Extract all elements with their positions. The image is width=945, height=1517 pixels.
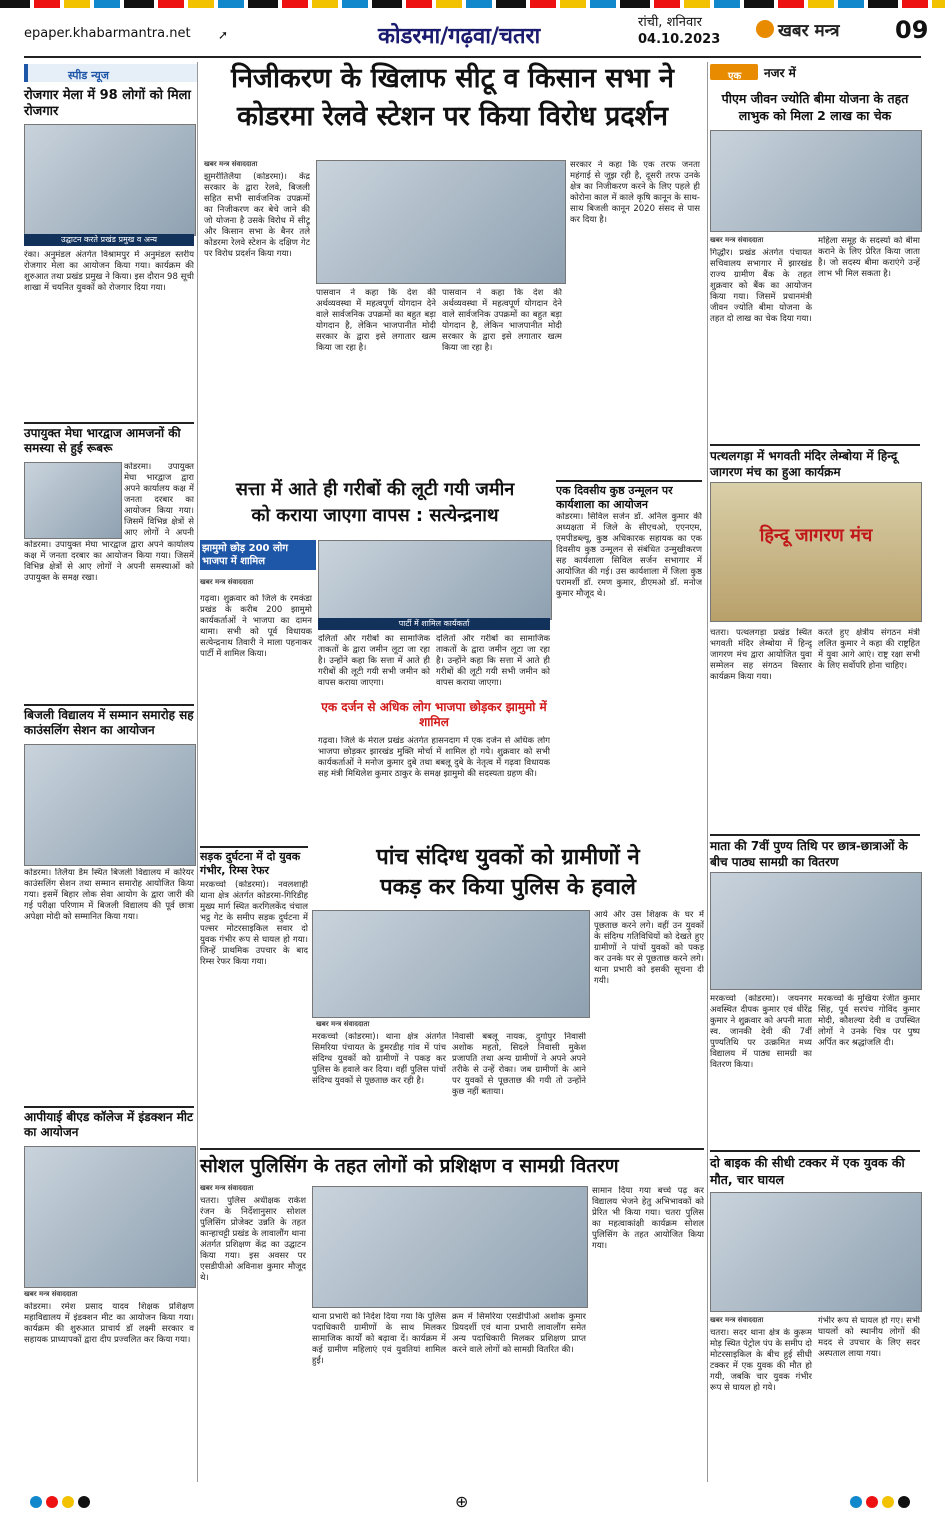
- headline-rojgar: रोजगार मेला में 98 लोगों को मिला रोजगार: [24, 88, 191, 119]
- ek-label: एक: [728, 71, 742, 82]
- photo-bijli-vidyalaya: [24, 744, 196, 866]
- lead-byline: खबर मन्त्र संवाददाता: [204, 160, 258, 168]
- body-road-accident: मरकच्चो (कोडरमा)। नवलशाही थाना क्षेत्र अंतर्गत कोडरमा-गिरिडीह मुख्य मार्ग स्थित करगिलकेंद चंचाल भट्ठ गेट के समीप सड़क दुर्घटना में पल्सर मोटरसाइकिल सवार दो युवक गंभीर रूप से घायल हो गया। जिन्हें प्राथमिक उपचार के बाद रिम्स रेफर किया गया।: [200, 880, 308, 967]
- social-body-col1: चतरा। पुलिस अधीक्षक राकेश रंजन के निर्देशानुसार सोशल पुलिसिंग प्रोजेक्ट उन्नति के तहत कान्हाचट्टी प्रखंड के लावालौंग थाना अंतर्गत प्रशिक्षण केंद्र का उद्घाटन किया गया। इस अवसर पर एसडीपीओ अविनाश कुमार मौजूद थे।: [200, 1196, 306, 1283]
- register-dot: [866, 1496, 878, 1508]
- police-body-col1: मरकच्चो (कोडरमा)। थाना क्षेत्र अंतर्गत सिमरिया पंचायत के डुमरडीह गांव में पांच संदिग्ध युवकों को ग्रामीणों ने पकड़ कर पुलिस के हवाले कर दिया। वहीं पुलिस पांचों संदिग्ध युवकों से पूछताछ कर रही है।: [312, 1032, 446, 1086]
- headline-bijli-vidyalaya: बिजली विद्यालय में सम्मान समारोह सह काउंसलिंग सेशन का आयोजन: [24, 704, 194, 738]
- police-headline-line2: पकड़ कर किया पुलिस के हवाले: [380, 875, 636, 900]
- body-bijli-vidyalaya: कोडरमा। तिलैया डैम स्थित बिजली विद्यालय में करियर काउंसलिंग सेशन तथा सम्मान समारोह आयोजित किया गया। इसमें बिहार लोक सेवा आयोग के द्वारा जारी की गई परीक्षा परिणाम में बिजली विद्यालय की पूर्व छात्रा अपेक्षा मोदी को सम्मानित किया गया।: [24, 868, 194, 922]
- byline-bed: खबर मन्त्र संवाददाता: [24, 1290, 78, 1298]
- photo-cheque: [710, 130, 922, 232]
- photo-punya-tithi: [710, 872, 922, 990]
- mid-subhead: झामुमो छोड़ 200 लोग भाजपा में शामिल: [200, 540, 316, 570]
- crosshair-icon: ⊕: [455, 1492, 469, 1511]
- body-upayukt-b: कोडरमा। उपायुक्त मेघा भारद्वाज द्वारा अपने कार्यालय कक्ष में जनता दरबार का आयोजन किया गया। जिसमें विभिन्न क्षेत्रों से आए लोगों ने अपनी समस्याओं को उपायुक्त के समक्ष रखा।: [24, 540, 194, 583]
- photo-protest: [316, 160, 566, 284]
- register-dot: [62, 1496, 74, 1508]
- register-dot: [898, 1496, 910, 1508]
- body-bike-accident-b: गंभीर रूप से घायल हो गए। सभी घायलों को स्थानीय लोगों की मदद से उपचार के लिए सदर अस्पताल लाया गया।: [818, 1316, 920, 1359]
- mid-headline-line2: को कराया जाएगा वापस : सत्येन्द्रनाथ: [251, 505, 499, 526]
- mid-headline-line1: सत्ता में आते ही गरीबों की लूटी गयी जमीन: [235, 479, 515, 500]
- banner-text: हिन्दू जागरण मंच: [759, 525, 873, 546]
- issue-date: 04.10.2023: [638, 32, 721, 47]
- column-rule: [707, 62, 708, 1482]
- body-punya-tithi-a: मरकच्चो (कोडरमा)। जयनगर अवस्थित दीपक कुमार एवं धीरेंद्र कुमार ने शुक्रवार को अपनी माता स्व. जानकी देवी की 7वीं पुण्यतिथि पर उत्क्रमित मध्य विद्यालय में पाठ्य सामग्री का वितरण किया।: [710, 994, 812, 1070]
- social-body-col4: सामान दिया गया बच्चे पढ़ कर विद्यालय भेजने हेतु अभिभावकों को प्रेरित भी किया गया। चतरा पुलिस का महत्वाकांक्षी कार्यक्रम सोशल पुलिसिंग के तहत आयोजित किया गया।: [592, 1186, 704, 1251]
- body-jeevan-jyoti-b: महिला समूह के सदस्यों को बीमा कराने के लिए प्रेरित किया जाता है। जो सदस्य बीमा कराएंगे उन्हें लाभ भी मिल सकता है।: [818, 236, 920, 279]
- photo-social-policing: [312, 1186, 588, 1308]
- page-number: 09: [895, 16, 929, 44]
- body-jeevan-jyoti-a: गिद्धौर। प्रखंड अंतर्गत पंचायत सचिवालय सभागार में झारखंड राज्य ग्रामीण बैंक के तहत शुक्रवार को बैंक का आयोजन किया गया। जिसमें प्रधानमंत्री जीवन ज्योति बीमा योजना के तहत दो लाख का चेक दिया गया।: [710, 248, 812, 324]
- caption-bjp-join: पार्टी में शामिल कार्यकर्ता: [318, 618, 550, 630]
- body-bed-college: कोडरमा। रमेश प्रसाद यादव शिक्षक प्रशिक्षण महाविद्यालय में इंडक्शन मीट का आयोजन किया गया। कार्यक्रम की शुरुआत प्राचार्य डॉ लक्ष्मी सरकार व सहायक प्राध्यापकों द्वारा दीप प्रज्वलित कर किया गया।: [24, 1302, 194, 1345]
- headline-bike-accident: दो बाइक की सीधी टक्कर में एक युवक की मौत, चार घायल: [710, 1150, 920, 1188]
- register-dot: [882, 1496, 894, 1508]
- mid-body-red: गढ़वा। जिले के मेराल प्रखंड अंतर्गत हासनदाग में एक दर्जन से अधिक लोग भाजपा छोड़कर झारखंड मुक्ति मोर्चा में शामिल हो गये। शुक्रवार को सभी कार्यकर्ताओं ने मनोज कुमार दुबे तथा बबलू दुबे के नेतृत्व में गढ़वा विधायक सह मंत्री मिथिलेश कुमार ठाकुर के समक्ष झामुमो की सदस्यता ग्रहण की।: [318, 736, 550, 779]
- mid-body-col2: दलितों और गरीबों का सामाजिक ताकतों के द्वारा जमीन लूटा जा रहा है। उन्होंने कहा कि सत्ता में आते ही गरीबों की लूटी गयी सभी जमीन को वापस कराया जाएगा।: [318, 634, 430, 688]
- photo-suspects: [312, 910, 590, 1018]
- social-body-col2: थाना प्रभारी को निर्देश दिया गया कि पुलिस पदाधिकारी ग्रामीणों के साथ मिलकर सामाजिक कार्यों को बढ़ावा दें। कार्यक्रम में कई ग्रामीण महिलाएं एवं युवतियां शामिल हुईं।: [312, 1312, 446, 1366]
- right-byline-2: खबर मन्त्र संवाददाता: [710, 1316, 764, 1324]
- headline-upayukt: उपायुक्त मेघा भारद्वाज आमजनों की समस्या से हुई रूबरू: [24, 422, 194, 456]
- city-day: रांची, शनिवार: [638, 15, 702, 30]
- mid-body-col1: गढ़वा। शुक्रवार को जिले के रमकंडा प्रखंड के करीब 200 झामुमो कार्यकर्ताओं ने भाजपा का दामन थामा। सभी को पूर्व विधायक सत्येन्द्रनाथ तिवारी ने माला पहनाकर पार्टी में शामिल किया।: [200, 594, 312, 659]
- register-dot: [46, 1496, 58, 1508]
- headline-hindu-jagran: पत्थलगड़ा में भगवती मंदिर लेम्बोया में हिन्दू जागरण मंच का हुआ कार्यक्रम: [710, 444, 920, 480]
- speed-news-label: स्पीड न्यूज: [68, 69, 109, 82]
- masthead-rule: [24, 56, 921, 58]
- mid-red-headline: एक दर्जन से अधिक लोग भाजपा छोड़कर झामुमो में शामिल: [321, 700, 547, 729]
- body-punya-tithi-b: मरकच्चो के मुखिया रंजीत कुमार सिंह, पूर्व सरपंच गोविंद कुमार मोदी, कौशल्या देवी व उपस्थित लोगों ने उनके चित्र पर पुष्प अर्पित कर श्रद्धांजलि दी।: [818, 994, 920, 1048]
- epaper-url[interactable]: epaper.khabarmantra.net: [24, 26, 191, 41]
- right-byline: खबर मन्त्र संवाददाता: [710, 236, 764, 244]
- police-body-col3: आये और उस शिक्षक के घर में पूछताछ करने लगे। वहीं उन युवकों के संदिग्ध गतिविधियों को देखते हुए ग्रामीणों ने पांचों युवकों को पकड़ कर उनके घर से पूछताछ करने लगे। थाना प्रभारी को इसकी सूचना दी गयी।: [594, 910, 704, 986]
- speed-news-tag: [24, 64, 198, 82]
- photo-hindu-jagran-banner: [710, 482, 922, 622]
- color-register-strip: [0, 0, 945, 8]
- headline-punya-tithi: माता की 7वीं पुण्य तिथि पर छात्र-छात्राओं के बीच पाठ्य सामग्री का वितरण: [710, 834, 920, 870]
- police-byline: खबर मन्त्र संवाददाता: [316, 1020, 370, 1028]
- police-headline-line1: पांच संदिग्ध युवकों को ग्रामीणों ने: [376, 845, 640, 870]
- lead-body-col1: झुमरीतिलैया (कोडरमा)। केंद्र सरकार के द्वारा रेलवे, बिजली सहित सभी सार्वजनिक उपक्रमों का निजीकरण कर बेचे जाने की जो योजना है उसके विरोध में सीटू और किसान सभा के बैनर तले कोडरमा रेलवे स्टेशन के दक्षिण गेट पर विरोध प्रदर्शन किया गया।: [204, 172, 310, 259]
- police-body-col2: निवासी बबलू नायक, दुर्गापुर निवासी अशोक महतो, सिदले निवासी मुकेश प्रजापति तथा अन्य ग्रामीणों ने अपने अपने तरीके से उन्हें रोका। जब ग्रामीणों के आने पर युवकों से पूछताछ की गयी तो उन्होंने कुछ नहीं बताया।: [452, 1032, 586, 1097]
- mid-body-col3: दलितों और गरीबों का सामाजिक ताकतों के द्वारा जमीन लूटा जा रहा है। उन्होंने कहा कि सत्ता में आते ही गरीबों की लूटी गयी सभी जमीन को वापस कराया जाएगा।: [436, 634, 550, 688]
- lead-body-col2: पासवान ने कहा कि देश की अर्थव्यवस्था में महत्वपूर्ण योगदान देने वाले सार्वजनिक उपक्रमों का बहुत बड़ा योगदान है, लेकिन भाजपानीत मोदी सरकार के द्वारा इसे लगातार खत्म किया जा रहा है।: [316, 288, 436, 353]
- body-bike-accident-a: चतरा। सदर थाना क्षेत्र के कुरूम मोड़ स्थित पेट्रोल पंप के समीप दो मोटरसाइकिल के बीच हुई सीधी टक्कर में एक युवक की मौत हो गयी, जबकि चार युवक गंभीर रूप से घायल हो गये।: [710, 1328, 812, 1393]
- lead-body-col3: पासवान ने कहा कि देश की अर्थव्यवस्था में महत्वपूर्ण योगदान देने वाले सार्वजनिक उपक्रमों का बहुत बड़ा योगदान है, लेकिन भाजपानीत मोदी सरकार के द्वारा इसे लगातार खत्म किया जा रहा है।: [442, 288, 562, 353]
- body-hindu-jagran-a: चतरा। पत्थलगड़ा प्रखंड स्थित भगवती मंदिर लेम्बोया में हिन्दू जागरण मंच द्वारा आयोजित युवा सम्मेलन सह संगठन विस्तार कार्यक्रम किया गया।: [710, 628, 812, 682]
- cursor-icon: ➚: [218, 28, 229, 42]
- photo-rojgar-mela: [24, 124, 196, 236]
- body-rojgar: रंका। अनुमंडल अंतर्गत विश्रामपुर में अनुमंडल स्तरीय रोजगार मेला का आयोजन किया गया। कार्यक्रम की शुरुआत तथा प्रखंड प्रमुख ने किया। इस दौरान 98 सूची शाखा में चयनित युवकों को रोजगार दिया गया।: [24, 250, 194, 293]
- headline-bed-college: आपीयाई बीएड कॉलेज में इंडक्शन मीट का आयोजन: [24, 1106, 194, 1140]
- headline-social-policing: सोशल पुलिसिंग के तहत लोगों को प्रशिक्षण व सामग्री वितरण: [200, 1148, 704, 1179]
- photo-bed-college: [24, 1146, 196, 1288]
- photo-bjp-join: [318, 540, 552, 620]
- caption-rojgar: उद्घाटन करते प्रखंड प्रमुख व अन्य: [24, 234, 194, 246]
- headline-kusht: एक दिवसीय कुष्ठ उन्मूलन पर कार्यशाला का आयोजन: [556, 480, 702, 512]
- mid-byline: खबर मन्त्र संवाददाता: [200, 578, 254, 586]
- brand-name: खबर मन्त्र: [778, 21, 840, 41]
- footer-register: [0, 1492, 945, 1512]
- lead-headline-line2: कोडरमा रेलवे स्टेशन पर किया विरोध प्रदर्शन: [236, 101, 669, 132]
- body-upayukt-a: कोडरमा। उपायुक्त मेघा भारद्वाज द्वारा अपने कार्यालय कक्ष में जनता दरबार का आयोजन किया गया। जिसमें विभिन्न क्षेत्रों से आए लोगों ने अपनी: [124, 462, 194, 537]
- section-title: कोडरमा/गढ़वा/चतरा: [378, 24, 541, 49]
- headline-road-accident: सड़क दुर्घटना में दो युवक गंभीर, रिम्स रेफर: [200, 846, 308, 878]
- ek-tag: [710, 64, 758, 80]
- nazar-label: नजर में: [764, 66, 796, 80]
- lead-headline-line1: निजीकरण के खिलाफ सीटू व किसान सभा ने: [230, 63, 675, 94]
- lead-body-col4: सरकार ने कहा कि एक तरफ जनता महंगाई से जूझ रही है, दूसरी तरफ उनके क्षेत्र का निजीकरण करने के लिए पहले ही कोरोना काल में काले कृषि कानून के साथ-साथ बिजली कानून 2020 संसद से पास कर दिया है।: [570, 160, 700, 225]
- body-hindu-jagran-b: करते हुए क्षेत्रीय संगठन मंत्री ललित कुमार ने कहा की राष्ट्रहित में युवा आगे आएं। राष्ट्र रक्षा सभी के लिए सर्वोपरि होना चाहिए।: [818, 628, 920, 671]
- body-kusht: कोडरमा। सिविल सर्जन डॉ. अनिल कुमार की अध्यक्षता में जिले के सीएचओ, एएनएम, एमपीडब्ल्यू, कुष्ठ अधिकारक सहायक का एक दिवसीय कुष्ठ उन्मूलन से संबंधित उन्मुखीकरण सह कार्यशाला सिविल सर्जन सभागार में आयोजित की गई। उस कार्यशाला में जिला कुष्ठ परामर्शी डॉ. रमण कुमार, डीएमओ डॉ. मनोज कुमार मौजूद थे।: [556, 512, 702, 599]
- social-body-col3: क्रम में सिमरिया एसडीपीओ अशोक कुमार प्रियदर्शी एवं थाना प्रभारी लावालौंग समेत अन्य पदाधिकारी मिलकर प्रशिक्षण प्राप्त करने वाले लोगों को सामग्री वितरित की।: [452, 1312, 586, 1355]
- register-dot: [850, 1496, 862, 1508]
- social-byline: खबर मन्त्र संवाददाता: [200, 1184, 254, 1192]
- date-box: [638, 14, 720, 48]
- headline-jeevan-jyoti: पीएम जीवन ज्योति बीमा योजना के तहत लाभुक को मिला 2 लाख का चेक: [721, 91, 909, 123]
- photo-upayukt: [24, 462, 122, 539]
- register-dot: [30, 1496, 42, 1508]
- register-dot: [78, 1496, 90, 1508]
- brand-logo-icon: [756, 20, 774, 38]
- column-rule: [197, 62, 198, 1482]
- photo-bike-accident: [710, 1192, 922, 1312]
